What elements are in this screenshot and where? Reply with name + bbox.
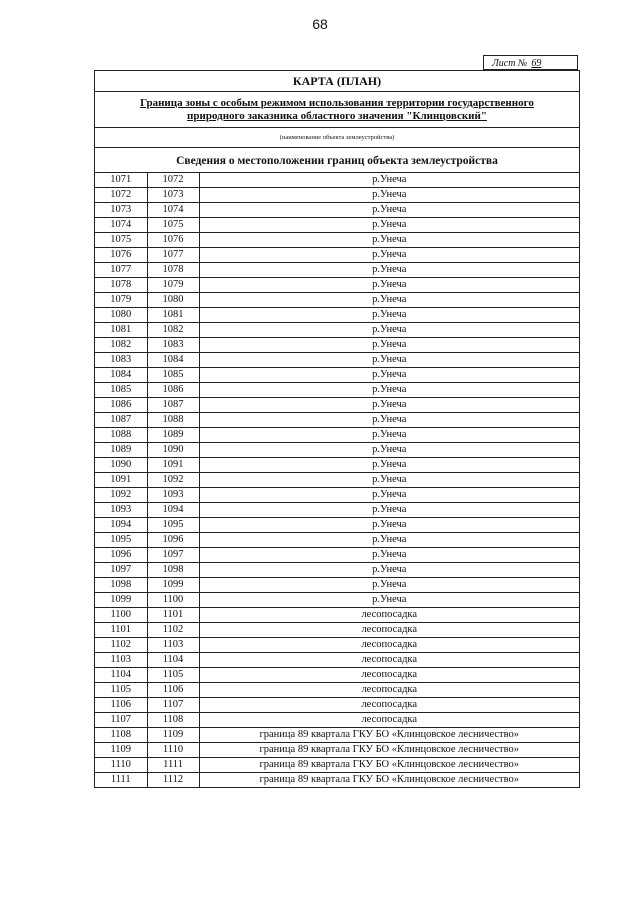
- point-to-cell: 1110: [147, 743, 199, 758]
- point-to-cell: 1095: [147, 518, 199, 533]
- description-cell: р.Унеча: [199, 308, 579, 323]
- point-from-cell: 1096: [95, 548, 147, 563]
- table-row: [95, 473, 579, 488]
- point-from-cell: 1089: [95, 443, 147, 458]
- table-row: [95, 458, 579, 473]
- point-to-cell: 1097: [147, 548, 199, 563]
- table-row: [95, 578, 579, 593]
- table-row: [95, 728, 579, 743]
- point-from-cell: 1083: [95, 353, 147, 368]
- point-to-cell: 1088: [147, 413, 199, 428]
- point-from-cell: 1109: [95, 743, 147, 758]
- point-from-cell: 1084: [95, 368, 147, 383]
- description-cell: лесопосадка: [199, 698, 579, 713]
- point-from-cell: 1081: [95, 323, 147, 338]
- description-cell: р.Унеча: [199, 578, 579, 593]
- document-title: КАРТА (ПЛАН): [95, 71, 579, 92]
- description-cell: р.Унеча: [199, 338, 579, 353]
- table-row: [95, 653, 579, 668]
- table-row: [95, 383, 579, 398]
- table-row: [95, 533, 579, 548]
- description-cell: лесопосадка: [199, 668, 579, 683]
- description-cell: лесопосадка: [199, 713, 579, 728]
- point-to-cell: 1112: [147, 773, 199, 788]
- table-row: [95, 548, 579, 563]
- point-from-cell: 1099: [95, 593, 147, 608]
- description-cell: лесопосадка: [199, 653, 579, 668]
- sheet-number: 69: [531, 58, 542, 69]
- description-cell: р.Унеча: [199, 428, 579, 443]
- description-cell: р.Унеча: [199, 398, 579, 413]
- point-from-cell: 1106: [95, 698, 147, 713]
- point-to-cell: 1080: [147, 293, 199, 308]
- page-number: 68: [312, 16, 328, 32]
- point-to-cell: 1079: [147, 278, 199, 293]
- point-to-cell: 1089: [147, 428, 199, 443]
- description-cell: р.Унеча: [199, 323, 579, 338]
- description-cell: лесопосадка: [199, 638, 579, 653]
- description-cell: лесопосадка: [199, 683, 579, 698]
- table-row: [95, 593, 579, 608]
- point-from-cell: 1087: [95, 413, 147, 428]
- subject-line-2: природного заказника областного значения "Клинцовский": [187, 110, 487, 122]
- table-row: [95, 398, 579, 413]
- point-from-cell: 1107: [95, 713, 147, 728]
- sheet-label: Лист №: [492, 58, 528, 69]
- table-row: [95, 263, 579, 278]
- description-cell: граница 89 квартала ГКУ БО «Клинцовское лесничество»: [199, 743, 579, 758]
- point-to-cell: 1106: [147, 683, 199, 698]
- description-cell: р.Унеча: [199, 263, 579, 278]
- table-row: [95, 488, 579, 503]
- description-cell: р.Унеча: [199, 533, 579, 548]
- table-row: [95, 608, 579, 623]
- description-cell: р.Унеча: [199, 188, 579, 203]
- description-cell: р.Унеча: [199, 443, 579, 458]
- table-row: [95, 743, 579, 758]
- description-cell: р.Унеча: [199, 458, 579, 473]
- point-to-cell: 1100: [147, 593, 199, 608]
- description-cell: р.Унеча: [199, 488, 579, 503]
- subject-caption: (наименование объекта землеустройства): [95, 128, 579, 148]
- table-row: [95, 518, 579, 533]
- description-cell: лесопосадка: [199, 608, 579, 623]
- point-to-cell: 1085: [147, 368, 199, 383]
- description-cell: лесопосадка: [199, 623, 579, 638]
- point-from-cell: 1105: [95, 683, 147, 698]
- description-cell: р.Унеча: [199, 293, 579, 308]
- point-to-cell: 1074: [147, 203, 199, 218]
- point-from-cell: 1104: [95, 668, 147, 683]
- point-to-cell: 1087: [147, 398, 199, 413]
- point-from-cell: 1110: [95, 758, 147, 773]
- point-to-cell: 1102: [147, 623, 199, 638]
- point-to-cell: 1101: [147, 608, 199, 623]
- table-row: [95, 503, 579, 518]
- point-from-cell: 1072: [95, 188, 147, 203]
- table-row: [95, 428, 579, 443]
- point-to-cell: 1109: [147, 728, 199, 743]
- point-from-cell: 1077: [95, 263, 147, 278]
- point-from-cell: 1075: [95, 233, 147, 248]
- point-to-cell: 1096: [147, 533, 199, 548]
- table-row: [95, 308, 579, 323]
- table-row: [95, 233, 579, 248]
- table-row: [95, 698, 579, 713]
- point-from-cell: 1080: [95, 308, 147, 323]
- point-from-cell: 1100: [95, 608, 147, 623]
- description-cell: р.Унеча: [199, 503, 579, 518]
- point-to-cell: 1107: [147, 698, 199, 713]
- section-title: Сведения о местоположении границ объекта землеустройства: [95, 148, 579, 173]
- description-cell: р.Унеча: [199, 413, 579, 428]
- point-from-cell: 1086: [95, 398, 147, 413]
- table-row: [95, 623, 579, 638]
- point-from-cell: 1085: [95, 383, 147, 398]
- point-to-cell: 1092: [147, 473, 199, 488]
- description-cell: р.Унеча: [199, 593, 579, 608]
- point-from-cell: 1108: [95, 728, 147, 743]
- point-to-cell: 1099: [147, 578, 199, 593]
- point-to-cell: 1073: [147, 188, 199, 203]
- sheet-number-box: [483, 55, 578, 70]
- table-row: [95, 323, 579, 338]
- description-cell: р.Унеча: [199, 383, 579, 398]
- point-to-cell: 1075: [147, 218, 199, 233]
- point-to-cell: 1103: [147, 638, 199, 653]
- table-row: [95, 203, 579, 218]
- point-from-cell: 1082: [95, 338, 147, 353]
- description-cell: граница 89 квартала ГКУ БО «Клинцовское лесничество»: [199, 728, 579, 743]
- point-from-cell: 1090: [95, 458, 147, 473]
- description-cell: р.Унеча: [199, 278, 579, 293]
- description-cell: р.Унеча: [199, 218, 579, 233]
- point-from-cell: 1094: [95, 518, 147, 533]
- point-from-cell: 1111: [95, 773, 147, 788]
- point-from-cell: 1101: [95, 623, 147, 638]
- point-to-cell: 1082: [147, 323, 199, 338]
- subject-line-1: Граница зоны с особым режимом использования территории государственного: [140, 97, 534, 109]
- point-to-cell: 1094: [147, 503, 199, 518]
- table-row: [95, 668, 579, 683]
- table-row: [95, 353, 579, 368]
- table-row: [95, 368, 579, 383]
- description-cell: р.Унеча: [199, 233, 579, 248]
- description-cell: р.Унеча: [199, 473, 579, 488]
- description-cell: р.Унеча: [199, 248, 579, 263]
- table-row: [95, 758, 579, 773]
- subject-block: [95, 92, 579, 128]
- point-to-cell: 1076: [147, 233, 199, 248]
- point-to-cell: 1090: [147, 443, 199, 458]
- point-from-cell: 1092: [95, 488, 147, 503]
- point-to-cell: 1086: [147, 383, 199, 398]
- table-row: [95, 338, 579, 353]
- point-from-cell: 1095: [95, 533, 147, 548]
- point-from-cell: 1093: [95, 503, 147, 518]
- point-to-cell: 1091: [147, 458, 199, 473]
- point-to-cell: 1081: [147, 308, 199, 323]
- table-row: [95, 443, 579, 458]
- description-cell: граница 89 квартала ГКУ БО «Клинцовское лесничество»: [199, 758, 579, 773]
- point-from-cell: 1103: [95, 653, 147, 668]
- boundary-table: [95, 173, 579, 787]
- point-to-cell: 1104: [147, 653, 199, 668]
- point-to-cell: 1108: [147, 713, 199, 728]
- table-row: [95, 683, 579, 698]
- table-row: [95, 638, 579, 653]
- description-cell: граница 89 квартала ГКУ БО «Клинцовское лесничество»: [199, 773, 579, 788]
- point-to-cell: 1072: [147, 173, 199, 188]
- point-from-cell: 1076: [95, 248, 147, 263]
- point-from-cell: 1098: [95, 578, 147, 593]
- table-row: [95, 773, 579, 788]
- table-row: [95, 188, 579, 203]
- point-from-cell: 1074: [95, 218, 147, 233]
- point-to-cell: 1078: [147, 263, 199, 278]
- point-to-cell: 1084: [147, 353, 199, 368]
- table-row: [95, 563, 579, 578]
- point-from-cell: 1071: [95, 173, 147, 188]
- description-cell: р.Унеча: [199, 368, 579, 383]
- point-to-cell: 1077: [147, 248, 199, 263]
- point-from-cell: 1079: [95, 293, 147, 308]
- point-to-cell: 1098: [147, 563, 199, 578]
- description-cell: р.Унеча: [199, 203, 579, 218]
- table-row: [95, 413, 579, 428]
- table-row: [95, 713, 579, 728]
- document-frame: [94, 70, 580, 788]
- table-row: [95, 248, 579, 263]
- point-to-cell: 1105: [147, 668, 199, 683]
- point-from-cell: 1097: [95, 563, 147, 578]
- point-from-cell: 1073: [95, 203, 147, 218]
- point-to-cell: 1093: [147, 488, 199, 503]
- table-row: [95, 293, 579, 308]
- point-from-cell: 1091: [95, 473, 147, 488]
- table-row: [95, 218, 579, 233]
- point-from-cell: 1088: [95, 428, 147, 443]
- description-cell: р.Унеча: [199, 563, 579, 578]
- description-cell: р.Унеча: [199, 353, 579, 368]
- table-row: [95, 278, 579, 293]
- point-to-cell: 1111: [147, 758, 199, 773]
- point-from-cell: 1102: [95, 638, 147, 653]
- point-to-cell: 1083: [147, 338, 199, 353]
- description-cell: р.Унеча: [199, 518, 579, 533]
- table-row: [95, 173, 579, 188]
- description-cell: р.Унеча: [199, 173, 579, 188]
- description-cell: р.Унеча: [199, 548, 579, 563]
- point-from-cell: 1078: [95, 278, 147, 293]
